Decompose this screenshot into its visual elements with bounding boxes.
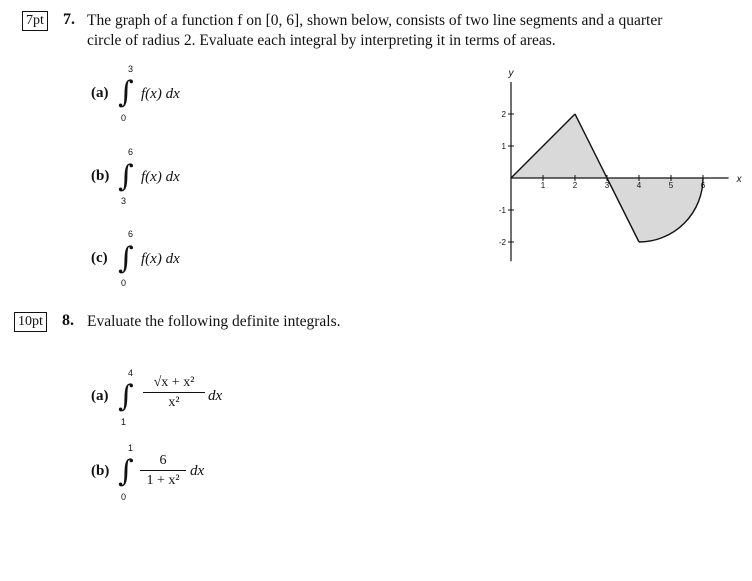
q8a-denominator: x² [168, 395, 180, 410]
q8b-lower-limit: 0 [121, 492, 127, 502]
q7a-integrand: f(x) dx [141, 86, 180, 102]
x-tick-label-1: 1 [540, 181, 546, 190]
shaded-region-positive [511, 114, 607, 178]
q7c-integral-sign: ∫ [118, 241, 134, 276]
q7a-upper-limit: 3 [128, 64, 134, 74]
x-tick-label-6: 6 [700, 181, 706, 190]
q8b-dx: dx [190, 463, 205, 479]
q7c-label: (c) [91, 250, 108, 266]
q7c-lower-limit: 0 [121, 278, 127, 288]
y-tick-label-1: 1 [501, 142, 506, 151]
q7-points-box: 7pt [22, 11, 48, 31]
x-tick-label-5: 5 [668, 181, 674, 190]
q7b-integrand: f(x) dx [141, 169, 180, 185]
q8a-upper-limit: 4 [128, 368, 134, 378]
x-axis-label: x [736, 174, 742, 185]
q8b-fraction-bar [140, 470, 186, 471]
shaded-region-negative [604, 178, 703, 242]
q7-text-line1: The graph of a function f on [0, 6], shown below, consists of two line segments and a quarter [87, 12, 663, 29]
q8b-upper-limit: 1 [128, 443, 134, 453]
q8-text: Evaluate the following definite integrals. [87, 313, 341, 330]
q7c-upper-limit: 6 [128, 229, 134, 239]
q7a-label: (a) [91, 85, 109, 101]
y-axis-label: y [508, 68, 514, 79]
x-tick-label-3: 3 [604, 181, 610, 190]
q8a-lower-limit: 1 [121, 417, 127, 427]
q7a-integral-sign: ∫ [118, 75, 134, 110]
q7b-integral-sign: ∫ [118, 159, 134, 194]
q8a-fraction [143, 374, 205, 411]
q8-points-box: 10pt [14, 312, 47, 332]
q8-number: 8. [62, 312, 74, 329]
q7-number: 7. [63, 11, 75, 28]
q7a-lower-limit: 0 [121, 113, 127, 123]
q7b-upper-limit: 6 [128, 147, 134, 157]
function-graph [490, 66, 752, 276]
y-tick-label--1: -1 [498, 206, 506, 215]
q8b-fraction [140, 452, 186, 489]
x-tick-label-2: 2 [572, 181, 578, 190]
q8a-numerator: √x + x² [153, 375, 195, 390]
q8b-numerator: 6 [159, 453, 167, 468]
q7b-label: (b) [91, 168, 110, 184]
q8b-integral-sign: ∫ [118, 454, 134, 489]
q7c-integrand: f(x) dx [141, 251, 180, 267]
q7-text-line2: circle of radius 2. Evaluate each integral by interpreting it in terms of areas. [87, 32, 556, 49]
q8a-label: (a) [91, 388, 109, 404]
q8a-dx: dx [208, 388, 223, 404]
q8b-denominator: 1 + x² [146, 473, 180, 488]
q8a-integral-sign: ∫ [118, 379, 134, 414]
y-tick-label--2: -2 [498, 238, 506, 247]
q8b-label: (b) [91, 463, 110, 479]
q8a-fraction-bar [143, 392, 205, 393]
q7b-lower-limit: 3 [121, 196, 127, 206]
x-tick-label-4: 4 [636, 181, 642, 190]
y-tick-label-2: 2 [501, 110, 506, 119]
